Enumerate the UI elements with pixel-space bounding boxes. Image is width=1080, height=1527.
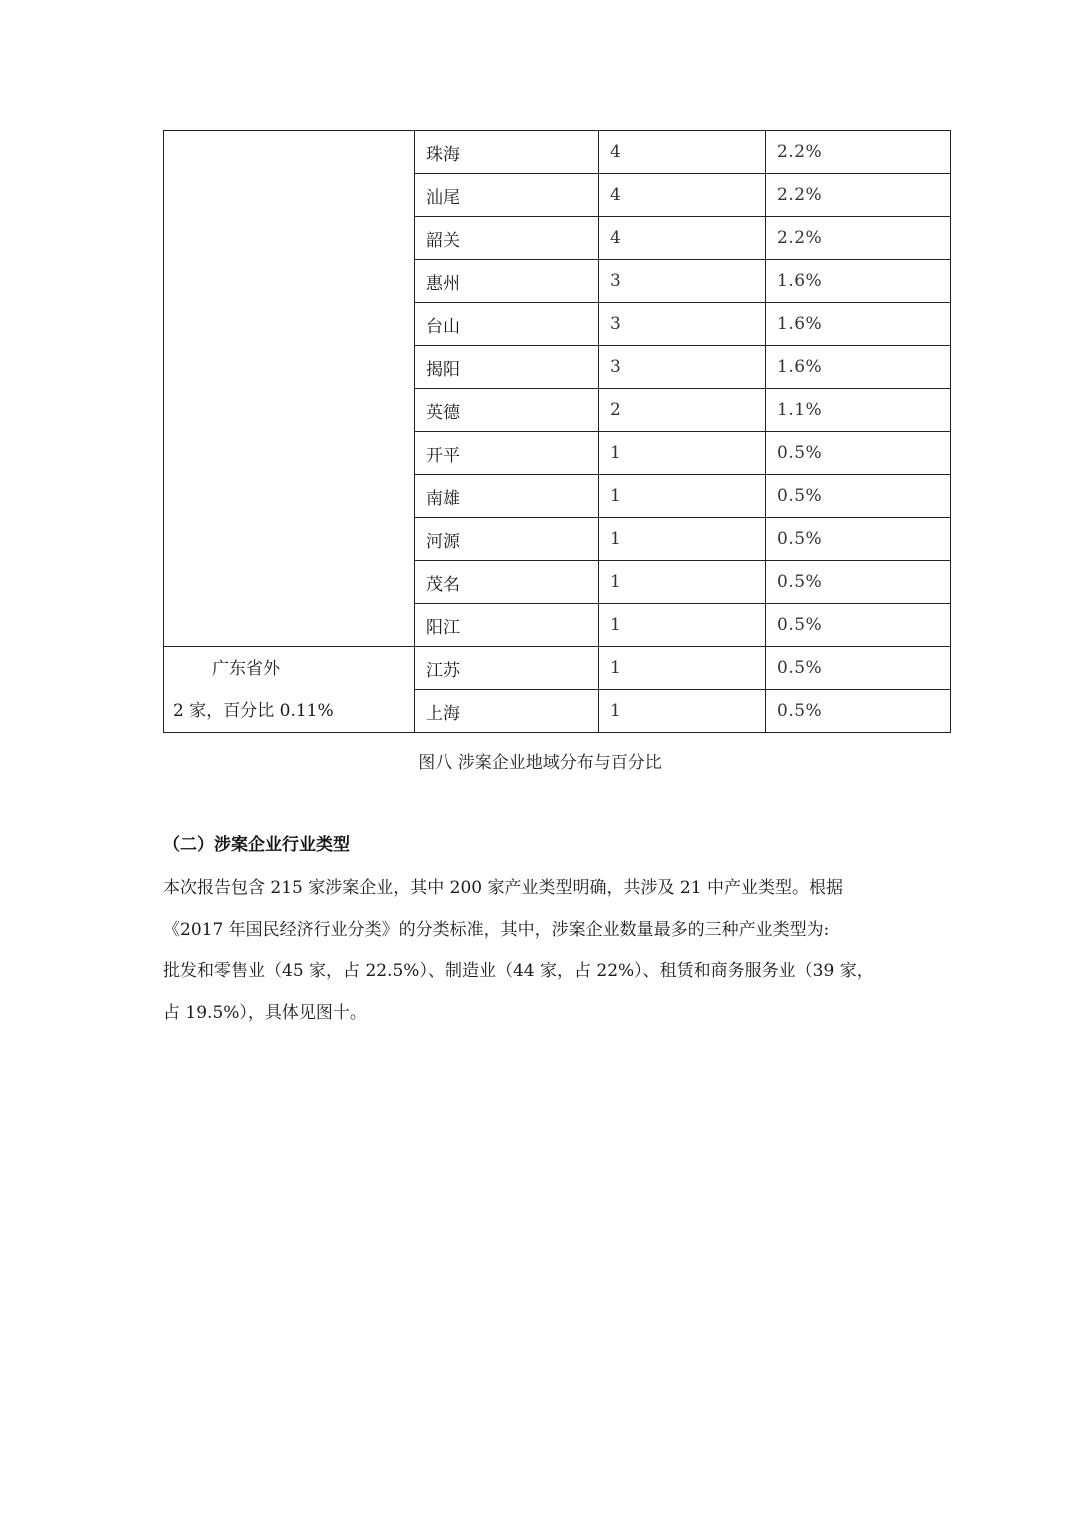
city-cell: 珠海 — [415, 131, 599, 174]
body-line: 本次报告包含 215 家涉案企业，其中 200 家产业类型明确，共涉及 21 中产业类型。根据 — [163, 878, 843, 898]
count-cell: 1 — [599, 518, 766, 561]
city-cell: 惠州 — [415, 260, 599, 303]
percent-cell: 0.5% — [766, 475, 951, 518]
table-row — [164, 647, 951, 690]
count-cell: 1 — [599, 432, 766, 475]
city-cell: 茂名 — [415, 561, 599, 604]
group-title: 广东省外 — [212, 658, 280, 679]
city-cell: 揭阳 — [415, 346, 599, 389]
count-cell: 2 — [599, 389, 766, 432]
group-cell-guangdong — [164, 131, 415, 647]
city-cell: 上海 — [415, 690, 599, 733]
body-line: 《2017 年国民经济行业分类》的分类标准，其中，涉案企业数量最多的三种产业类型为: — [163, 919, 830, 940]
percent-cell: 2.2% — [766, 174, 951, 217]
percent-cell: 0.5% — [766, 432, 951, 475]
city-cell: 汕尾 — [415, 174, 599, 217]
city-cell: 河源 — [415, 518, 599, 561]
count-cell: 1 — [599, 475, 766, 518]
count-cell: 1 — [599, 561, 766, 604]
figure-caption: 图八 涉案企业地域分布与百分比 — [418, 753, 662, 773]
percent-cell: 1.6% — [766, 260, 951, 303]
percent-cell: 2.2% — [766, 217, 951, 260]
city-cell: 南雄 — [415, 475, 599, 518]
table-row — [164, 131, 951, 174]
percent-cell: 0.5% — [766, 561, 951, 604]
percent-cell: 0.5% — [766, 647, 951, 690]
percent-cell: 1.1% — [766, 389, 951, 432]
region-distribution-table — [163, 130, 951, 733]
group-cell-outside-guangdong — [164, 647, 415, 733]
city-cell: 开平 — [415, 432, 599, 475]
count-cell: 1 — [599, 647, 766, 690]
count-cell: 4 — [599, 131, 766, 174]
section-body — [163, 868, 923, 1034]
count-cell: 3 — [599, 260, 766, 303]
percent-cell: 1.6% — [766, 303, 951, 346]
group-summary: 2 家，百分比 0.11% — [173, 700, 334, 721]
percent-cell: 0.5% — [766, 690, 951, 733]
count-cell: 3 — [599, 303, 766, 346]
count-cell: 1 — [599, 604, 766, 647]
percent-cell: 0.5% — [766, 604, 951, 647]
city-cell: 英德 — [415, 389, 599, 432]
percent-cell: 1.6% — [766, 346, 951, 389]
percent-cell: 2.2% — [766, 131, 951, 174]
city-cell: 韶关 — [415, 217, 599, 260]
section-heading: （二）涉案企业行业类型 — [163, 835, 350, 855]
body-line: 批发和零售业（45 家，占 22.5%）、制造业（44 家，占 22%）、租赁和商务服务业（39 家， — [163, 961, 874, 981]
body-line: 占 19.5%），具体见图十。 — [163, 1002, 367, 1023]
count-cell: 1 — [599, 690, 766, 733]
city-cell: 江苏 — [415, 647, 599, 690]
count-cell: 4 — [599, 217, 766, 260]
count-cell: 3 — [599, 346, 766, 389]
city-cell: 台山 — [415, 303, 599, 346]
percent-cell: 0.5% — [766, 518, 951, 561]
count-cell: 4 — [599, 174, 766, 217]
city-cell: 阳江 — [415, 604, 599, 647]
